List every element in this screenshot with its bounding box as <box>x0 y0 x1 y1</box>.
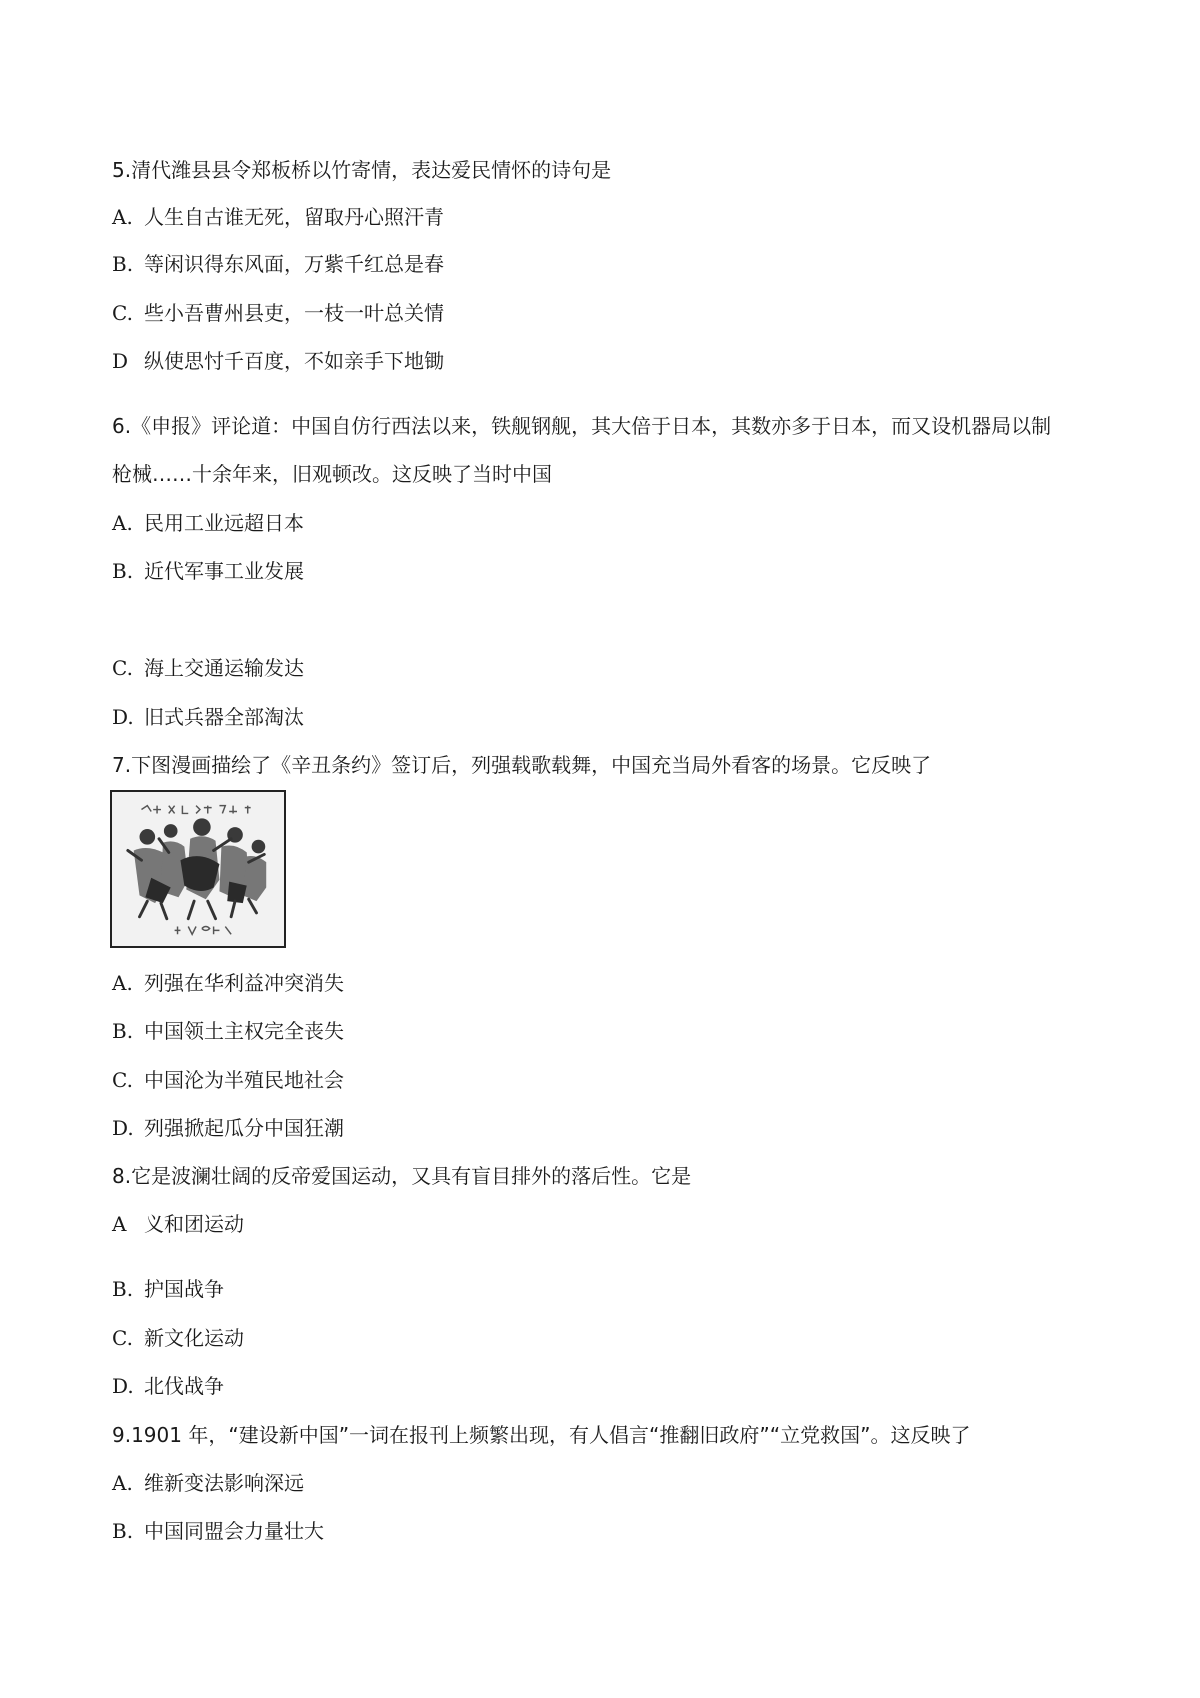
question-6-stem-line-2: 枪械……十余年来，旧观顿改。这反映了当时中国 <box>112 462 552 486</box>
option-letter: B. <box>112 559 134 583</box>
option-text: 旧式兵器全部淘汰 <box>144 705 304 729</box>
option-text: 列强掀起瓜分中国狂潮 <box>144 1116 344 1140</box>
question-7-option-b[interactable] <box>112 1017 344 1045</box>
question-8-option-b[interactable] <box>112 1275 224 1303</box>
question-9-option-b[interactable] <box>112 1517 324 1545</box>
option-text: 海上交通运输发达 <box>144 656 304 680</box>
option-text: 民用工业远超日本 <box>144 511 304 535</box>
question-5-option-b[interactable] <box>112 250 444 278</box>
option-text: 中国沦为半殖民地社会 <box>144 1068 344 1092</box>
option-text: 中国领土主权完全丧失 <box>144 1019 344 1043</box>
option-letter: C. <box>112 1068 133 1092</box>
question-8-option-d[interactable] <box>112 1372 224 1400</box>
question-7-option-c[interactable] <box>112 1066 344 1094</box>
option-text: 新文化运动 <box>144 1326 244 1350</box>
option-letter: D. <box>112 1116 134 1140</box>
option-letter: A <box>112 1212 127 1236</box>
question-7-stem: 7.下图漫画描绘了《辛丑条约》签订后，列强载歌载舞，中国充当局外看客的场景。它反映了 <box>112 753 932 777</box>
option-letter: C. <box>112 1326 133 1350</box>
option-letter: D. <box>112 1374 134 1398</box>
question-6-option-c[interactable] <box>112 654 304 682</box>
cartoon-illustration-icon <box>110 790 286 948</box>
option-letter: A. <box>112 1471 133 1495</box>
option-letter: A. <box>112 511 133 535</box>
question-5-option-d[interactable] <box>112 347 444 375</box>
option-letter: B. <box>112 252 134 276</box>
question-5-option-c[interactable] <box>112 299 444 327</box>
question-6-stem-line-1: 6.《申报》评论道：中国自仿行西法以来，铁舰钢舰，其大倍于日本，其数亦多于日本，而又设机器局以制 <box>112 414 1052 438</box>
question-8-option-a[interactable] <box>112 1210 244 1238</box>
option-letter: C. <box>112 301 133 325</box>
question-9-option-a[interactable] <box>112 1469 304 1497</box>
option-letter: B. <box>112 1277 134 1301</box>
option-text: 近代军事工业发展 <box>144 559 304 583</box>
option-letter: D. <box>112 705 134 729</box>
option-text: 中国同盟会力量壮大 <box>144 1519 324 1543</box>
question-7-option-d[interactable] <box>112 1114 344 1142</box>
option-letter: A. <box>112 971 133 995</box>
question-8-stem: 8.它是波澜壮阔的反帝爱国运动，又具有盲目排外的落后性。它是 <box>112 1164 692 1188</box>
question-6-option-d[interactable] <box>112 703 304 731</box>
question-9-stem: 9.1901 年，“建设新中国”一词在报刊上频繁出现，有人倡言“推翻旧政府”“立党救国”。这反映了 <box>112 1423 971 1447</box>
option-letter: D <box>112 349 129 373</box>
option-text: 北伐战争 <box>144 1374 224 1398</box>
option-text: 义和团运动 <box>144 1212 244 1236</box>
option-text: 等闲识得东风面，万紫千红总是春 <box>144 252 444 276</box>
option-letter: C. <box>112 656 133 680</box>
option-text: 列强在华利益冲突消失 <box>144 971 344 995</box>
option-letter: B. <box>112 1019 134 1043</box>
option-text: 人生自古谁无死，留取丹心照汗青 <box>144 205 444 229</box>
option-text: 纵使思忖千百度，不如亲手下地锄 <box>144 349 444 373</box>
question-6-option-b[interactable] <box>112 557 304 585</box>
option-letter: A. <box>112 205 133 229</box>
option-text: 护国战争 <box>144 1277 224 1301</box>
question-5-option-a[interactable] <box>112 203 444 231</box>
option-text: 些小吾曹州县吏，一枝一叶总关情 <box>144 301 444 325</box>
question-8-option-c[interactable] <box>112 1324 244 1352</box>
option-text: 维新变法影响深远 <box>144 1471 304 1495</box>
question-7-option-a[interactable] <box>112 969 344 997</box>
option-letter: B. <box>112 1519 134 1543</box>
question-5-stem: 5.清代潍县县令郑板桥以竹寄情，表达爱民情怀的诗句是 <box>112 158 612 182</box>
question-6-option-a[interactable] <box>112 509 304 537</box>
